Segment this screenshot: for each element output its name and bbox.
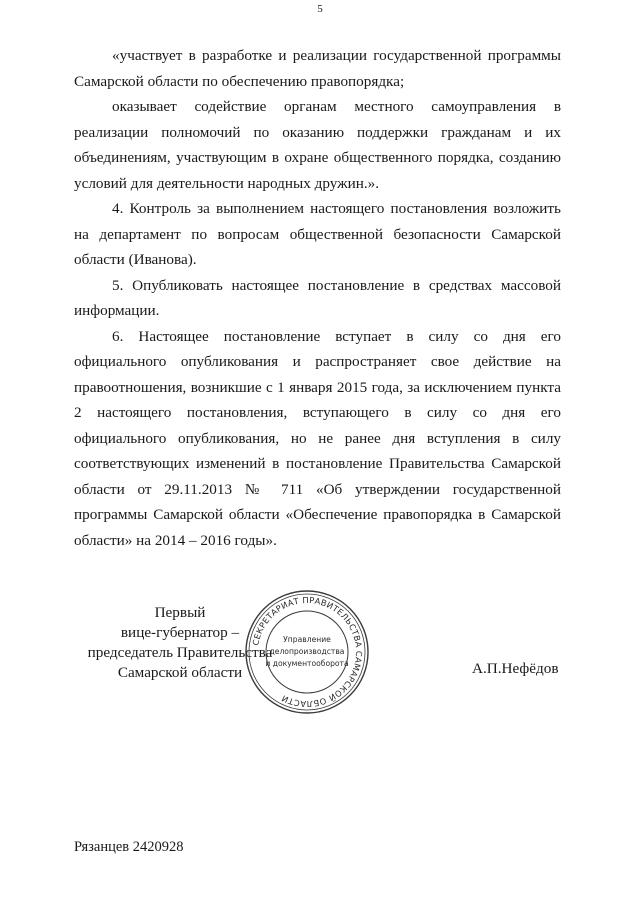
paragraph-4: 5. Опубликовать настоящее постановление в средствах массовой информации. [74,276,561,319]
stamp-seal-icon [243,588,371,716]
position-line: Первый [154,604,206,621]
position-line: вице-губернатор – [120,624,240,641]
page-number: 5 [317,3,323,15]
paragraph-3: 4. Контроль за выполнением настоящего постановления возложить на департамент по вопросам общественной безопасности Самарской области (Иванова). [74,200,561,268]
stamp-ring-text: СЕКРЕТАРИАТ ПРАВИТЕЛЬСТВА САМАРСКОЙ ОБЛАСТИ [250,594,365,710]
stamp-inner-line: делопроизводства [269,647,345,656]
signatory-name: А.П.Нефёдов [472,660,559,677]
paragraph-5: 6. Настоящее постановление вступает в силу со дня его официального опубликования и распространяет свое действие на правоотношения, возникшие с 1 января 2015 года, за исключением пункта 2 настоящего постановления, вступающего в силу со дня его официального опубликования, но не ранее дня вступления в силу соответствующих изменений в постановление Правительства Самарской области от 29.11.2013 № 711 «Об утверждении государственной программы Самарской области «Обеспечение правопорядка в Самарской области» на 2014 – 2016 годы». [74,327,561,549]
document-body [74,43,561,553]
stamp-inner-line: Управление [283,635,331,644]
paragraph-1: «участвует в разработке и реализации государственной программы Самарской области по обеспечению правопорядка; [74,47,561,90]
official-stamp [243,588,371,716]
executor-contact: Рязанцев 2420928 [74,839,184,855]
position-line: Самарской области [117,664,243,681]
stamp-inner-line: и документооборота [265,659,349,668]
paragraph-2: оказывает содействие органам местного самоуправления в реализации полномочий по оказанию поддержки гражданам и их объединениям, участвующим в охране общественного порядка, созданию условий для деятельности народных дружин.». [74,98,561,192]
position-line: председатель Правительства [87,644,273,661]
